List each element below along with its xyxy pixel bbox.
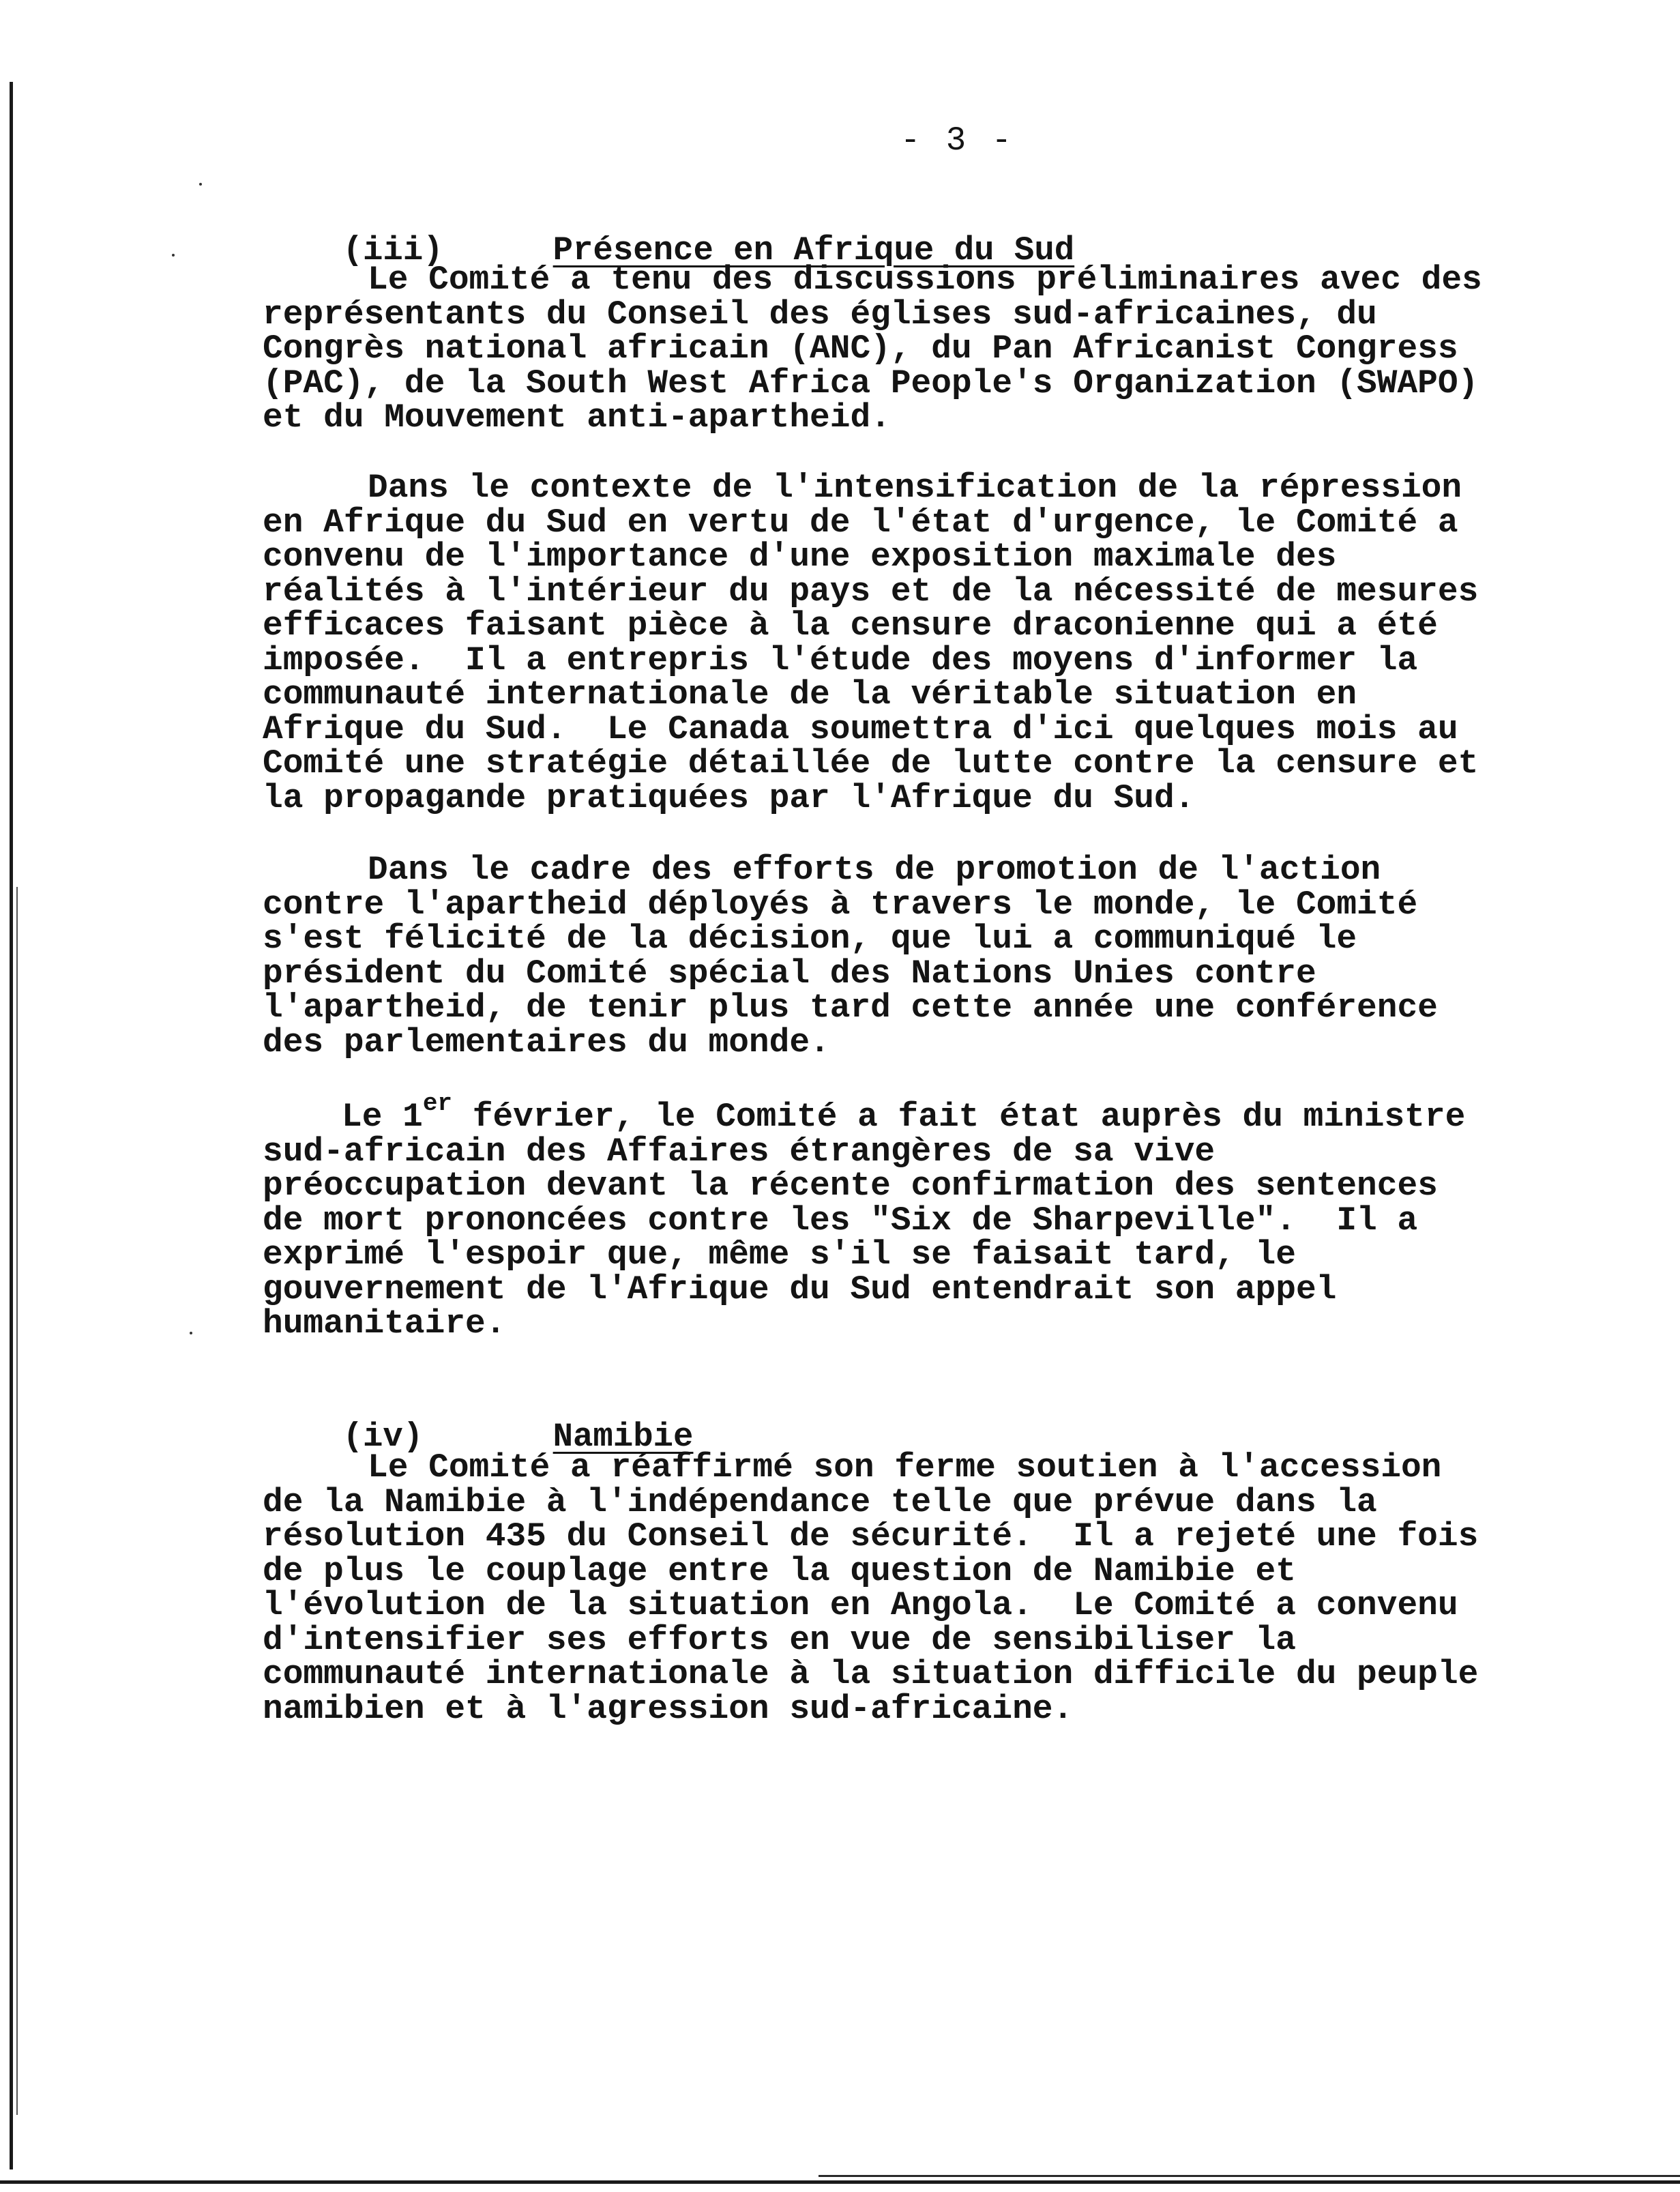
text-line: Dans le cadre des efforts de promotion de l'action	[368, 851, 1381, 889]
text-line: (PAC), de la South West Africa People's Organization (SWAPO)	[263, 364, 1479, 403]
page-number: - 3 -	[900, 121, 1015, 160]
text-line: Le 1er février, le Comité a fait état auprès du ministre	[342, 1089, 1466, 1136]
scan-edge-left-inner	[16, 887, 18, 2115]
text-line: contre l'apartheid déployés à travers le monde, le Comité	[263, 885, 1418, 924]
paragraph-3	[263, 853, 1545, 1060]
text-line: Afrique du Sud. Le Canada soumettra d'ici quelques mois au	[263, 710, 1458, 748]
text-line: en Afrique du Sud en vertu de l'état d'urgence, le Comité a	[263, 503, 1458, 542]
text-line: s'est félicité de la décision, que lui a communiqué le	[263, 920, 1357, 958]
text-line: d'intensifier ses efforts en vue de sensibiliser la	[263, 1620, 1296, 1659]
text-line: représentants du Conseil des églises sud-africaines, du	[263, 295, 1377, 334]
text-line: et du Mouvement anti-apartheid.	[263, 398, 891, 437]
scan-edge-left	[10, 82, 13, 2169]
text-line: l'évolution de la situation en Angola. Le Comité a convenu	[263, 1586, 1458, 1624]
text-line: Dans le contexte de l'intensification de la répression	[368, 469, 1462, 507]
paragraph-4	[263, 1089, 1545, 1343]
scan-edge-bottom	[0, 2180, 1680, 2184]
text-line: président du Comité spécial des Nations Unies contre	[263, 954, 1316, 993]
scan-speck	[172, 254, 175, 257]
text-line: sud-africain des Affaires étrangères de sa vive	[263, 1132, 1215, 1171]
section-number: (iv)	[342, 1418, 424, 1456]
text-line: namibien et à l'agression sud-africaine.	[263, 1689, 1074, 1728]
text-line: communauté internationale à la situation difficile du peuple	[263, 1655, 1479, 1693]
section-title: Namibie	[552, 1418, 694, 1456]
text-line: résolution 435 du Conseil de sécurité. Il a rejeté une fois	[263, 1517, 1479, 1555]
text-line: efficaces faisant pièce à la censure draconienne qui a été	[263, 607, 1438, 645]
text-line: humanitaire.	[263, 1304, 506, 1343]
text-line: Le Comité a réaffirmé son ferme soutien à l'accession	[368, 1448, 1442, 1487]
scan-edge-bottom-right	[819, 2175, 1680, 2177]
scan-speck	[199, 183, 202, 186]
text-line: gouvernement de l'Afrique du Sud entendrait son appel	[263, 1270, 1337, 1309]
text-line: Comité une stratégie détaillée de lutte contre la censure et	[263, 744, 1479, 783]
paragraph-2	[263, 471, 1545, 815]
text-line: la propagande pratiquées par l'Afrique du Sud.	[263, 778, 1195, 817]
text-line: réalités à l'intérieur du pays et de la nécessité de mesures	[263, 572, 1479, 611]
text-line: préoccupation devant la récente confirmation des sentences	[263, 1167, 1438, 1205]
text-line: des parlementaires du monde.	[263, 1023, 830, 1062]
text-line: de plus le couplage entre la question de Namibie et	[263, 1551, 1296, 1590]
text-line: de la Namibie à l'indépendance telle que prévue dans la	[263, 1482, 1377, 1521]
section-title: Présence en Afrique du Sud	[552, 231, 1075, 269]
text-line: exprimé l'espoir que, même s'il se faisait tard, le	[263, 1236, 1296, 1274]
section-number: (iii)	[342, 231, 443, 269]
text-line: de mort prononcées contre les "Six de Sharpeville". Il a	[263, 1201, 1418, 1240]
text-line: Le Comité a tenu des discussions préliminaires avec des	[368, 261, 1482, 299]
text-line: convenu de l'importance d'une exposition maximale des	[263, 538, 1337, 576]
text-line: imposée. Il a entrepris l'étude des moyens d'informer la	[263, 641, 1418, 679]
scan-speck	[190, 1332, 192, 1334]
superscript: er	[422, 1089, 453, 1117]
text-line: l'apartheid, de tenir plus tard cette année une conférence	[263, 989, 1438, 1027]
text-line: communauté internationale de la véritable situation en	[263, 675, 1357, 714]
paragraph-1	[263, 263, 1545, 435]
paragraph-5	[263, 1450, 1545, 1726]
text-line: Congrès national africain (ANC), du Pan Africanist Congress	[263, 330, 1458, 368]
